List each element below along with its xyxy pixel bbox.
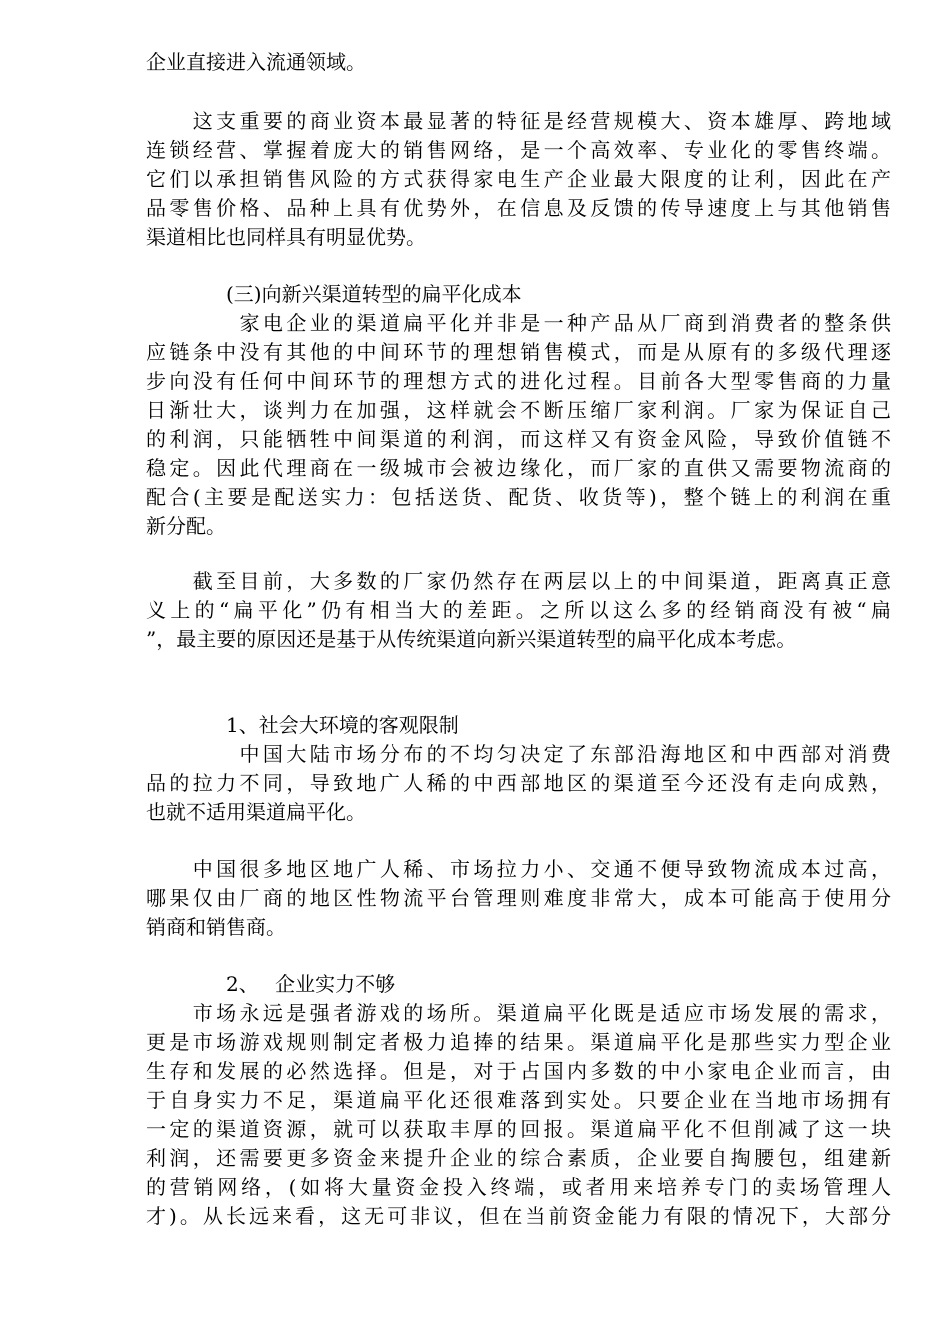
text-line: 它们以承担销售风险的方式获得家电生产企业最大限度的让利，因此在产: [146, 167, 891, 191]
text-line: 中国很多地区地广人稀、市场拉力小、交通不便导致物流成本过高，: [146, 857, 891, 881]
paragraph-2: [146, 107, 891, 252]
section-heading-1: [146, 711, 891, 740]
text-line: 生存和发展的必然选择。但是，对于占国内多数的中小家电企业而言，由: [146, 1059, 891, 1083]
paragraph-3: [146, 309, 891, 541]
text-line: 义上的“扁平化”仍有相当大的差距。之所以这么多的经销商没有被“扁: [146, 598, 891, 622]
paragraph-6: [146, 855, 891, 942]
text-line: 步向没有任何中间环节的理想方式的进化过程。目前各大型零售商的力量: [146, 369, 891, 393]
text-line: 哪果仅由厂商的地区性物流平台管理则难度非常大，成本可能高于使用分: [146, 886, 891, 910]
text-line: 日渐壮大，谈判力在加强，这样就会不断压缩厂家利润。厂家为保证自己: [146, 398, 891, 422]
paragraph-1: [146, 48, 891, 77]
text-line: 利润，还需要更多资金来提升企业的综合素质，企业要自掏腰包，组建新: [146, 1146, 891, 1170]
text-line: 的营销网络，(如将大量资金投入终端，或者用来培养专门的卖场管理人: [146, 1175, 891, 1199]
text-line: 连锁经营、掌握着庞大的销售网络，是一个高效率、专业化的零售终端。: [146, 138, 891, 162]
heading-text: 2、 企业实力不够: [146, 972, 396, 996]
text-line: 新分配。: [146, 514, 226, 538]
text-line: 一定的渠道资源，就可以获取丰厚的回报。渠道扁平化不但削减了这一块: [146, 1117, 891, 1141]
text-line: 这支重要的商业资本最显著的特征是经营规模大、资本雄厚、跨地域: [146, 109, 891, 133]
text-line: 企业直接进入流通领域。: [146, 50, 366, 74]
text-line: 稳定。因此代理商在一级城市会被边缘化，而厂家的直供又需要物流商的: [146, 456, 891, 480]
text-line: 中国大陆市场分布的不均匀决定了东部沿海地区和中西部对消费: [146, 742, 891, 766]
text-line: 市场永远是强者游戏的场所。渠道扁平化既是适应市场发展的需求，: [146, 1001, 891, 1025]
text-line: 更是市场游戏规则制定者极力追捧的结果。渠道扁平化是那些实力型企业: [146, 1030, 891, 1054]
text-line: 品的拉力不同，导致地广人稀的中西部地区的渠道至今还没有走向成熟，: [146, 771, 891, 795]
text-line: 销商和销售商。: [146, 915, 286, 939]
section-heading-2: [146, 970, 891, 999]
heading-text: 1、社会大环境的客观限制: [146, 713, 459, 737]
text-line: 品零售价格、品种上具有优势外，在信息及反馈的传导速度上与其他销售: [146, 196, 891, 220]
text-line: 家电企业的渠道扁平化并非是一种产品从厂商到消费者的整条供: [146, 311, 891, 335]
section-heading-3: [146, 280, 891, 309]
paragraph-5: [146, 740, 891, 827]
text-line: 配合(主要是配送实力：包括送货、配货、收货等)，整个链上的利润在重: [146, 485, 891, 509]
heading-text: (三)向新兴渠道转型的扁平化成本: [146, 282, 522, 306]
text-line: 渠道相比也同样具有明显优势。: [146, 225, 426, 249]
text-line: 于自身实力不足，渠道扁平化还很难落到实处。只要企业在当地市场拥有: [146, 1088, 891, 1112]
text-line: 截至目前，大多数的厂家仍然存在两层以上的中间渠道，距离真正意: [146, 569, 891, 593]
text-line: ”，最主要的原因还是基于从传统渠道向新兴渠道转型的扁平化成本考虑。: [146, 627, 797, 651]
text-line: 才)。从长远来看，这无可非议，但在当前资金能力有限的情况下，大部分: [146, 1204, 891, 1228]
text-line: 的利润，只能牺牲中间渠道的利润，而这样又有资金风险，导致价值链不: [146, 427, 891, 451]
text-line: 也就不适用渠道扁平化。: [146, 800, 366, 824]
paragraph-7: [146, 999, 891, 1231]
paragraph-4: [146, 567, 891, 654]
text-line: 应链条中没有其他的中间环节的理想销售模式，而是从原有的多级代理逐: [146, 340, 891, 364]
